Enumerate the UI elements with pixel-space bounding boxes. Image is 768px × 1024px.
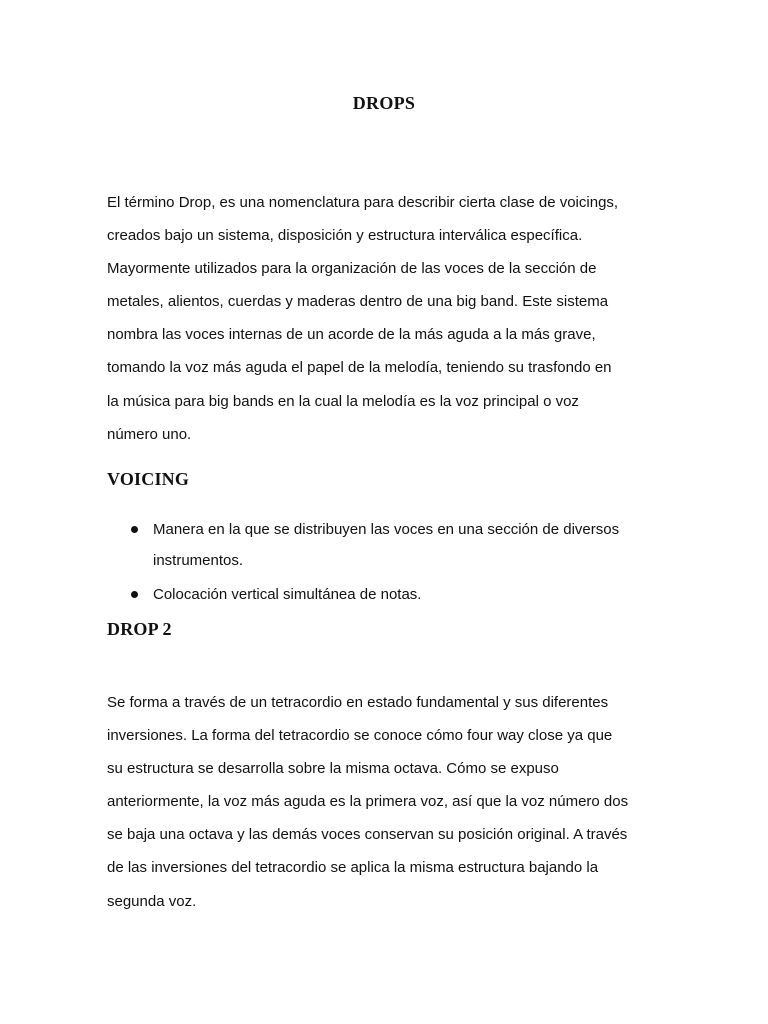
text-line: anteriormente, la voz más aguda es la primera voz, así que la voz número dos bbox=[107, 793, 629, 811]
text-line: su estructura se desarrolla sobre la misma octava. Cómo se expuso bbox=[107, 760, 559, 778]
bullet-text-line: Manera en la que se distribuyen las voces en una sección de diversos bbox=[153, 521, 620, 538]
drop2-heading: DROP 2 bbox=[107, 619, 172, 639]
intro-paragraph bbox=[107, 186, 667, 451]
bullet-text-line: Colocación vertical simultánea de notas. bbox=[153, 586, 422, 603]
list-item bbox=[107, 579, 667, 610]
text-line: de las inversiones del tetracordio se aplica la misma estructura bajando la bbox=[107, 859, 599, 877]
voicing-heading: VOICING bbox=[107, 469, 190, 489]
bullet-text-line: instrumentos. bbox=[153, 552, 244, 569]
bullet-icon bbox=[131, 591, 138, 598]
text-line: tomando la voz más aguda el papel de la melodía, teniendo su trasfondo en bbox=[107, 359, 612, 377]
text-line: metales, alientos, cuerdas y maderas dentro de una big band. Este sistema bbox=[107, 293, 609, 311]
text-line: Se forma a través de un tetracordio en estado fundamental y sus diferentes bbox=[107, 694, 609, 711]
text-line: creados bajo un sistema, disposición y estructura interválica específica. bbox=[107, 227, 583, 245]
document-title: DROPS bbox=[352, 93, 416, 113]
voicing-bullet-list bbox=[107, 514, 667, 610]
text-line: se baja una octava y las demás voces conservan su posición original. A través bbox=[107, 826, 628, 844]
bullet-icon bbox=[131, 526, 138, 533]
text-line: El término Drop, es una nomenclatura para describir cierta clase de voicings, bbox=[107, 194, 619, 211]
text-line: nombra las voces internas de un acorde de la más aguda a la más grave, bbox=[107, 326, 596, 344]
text-line: inversiones. La forma del tetracordio se conoce cómo four way close ya que bbox=[107, 727, 613, 745]
drop2-paragraph bbox=[107, 686, 667, 918]
text-line: número uno. bbox=[107, 425, 192, 443]
list-item bbox=[107, 514, 667, 576]
text-line: la música para big bands en la cual la melodía es la voz principal o voz bbox=[107, 392, 579, 410]
text-line: segunda voz. bbox=[107, 892, 197, 910]
text-line: Mayormente utilizados para la organización de las voces de la sección de bbox=[107, 260, 597, 278]
